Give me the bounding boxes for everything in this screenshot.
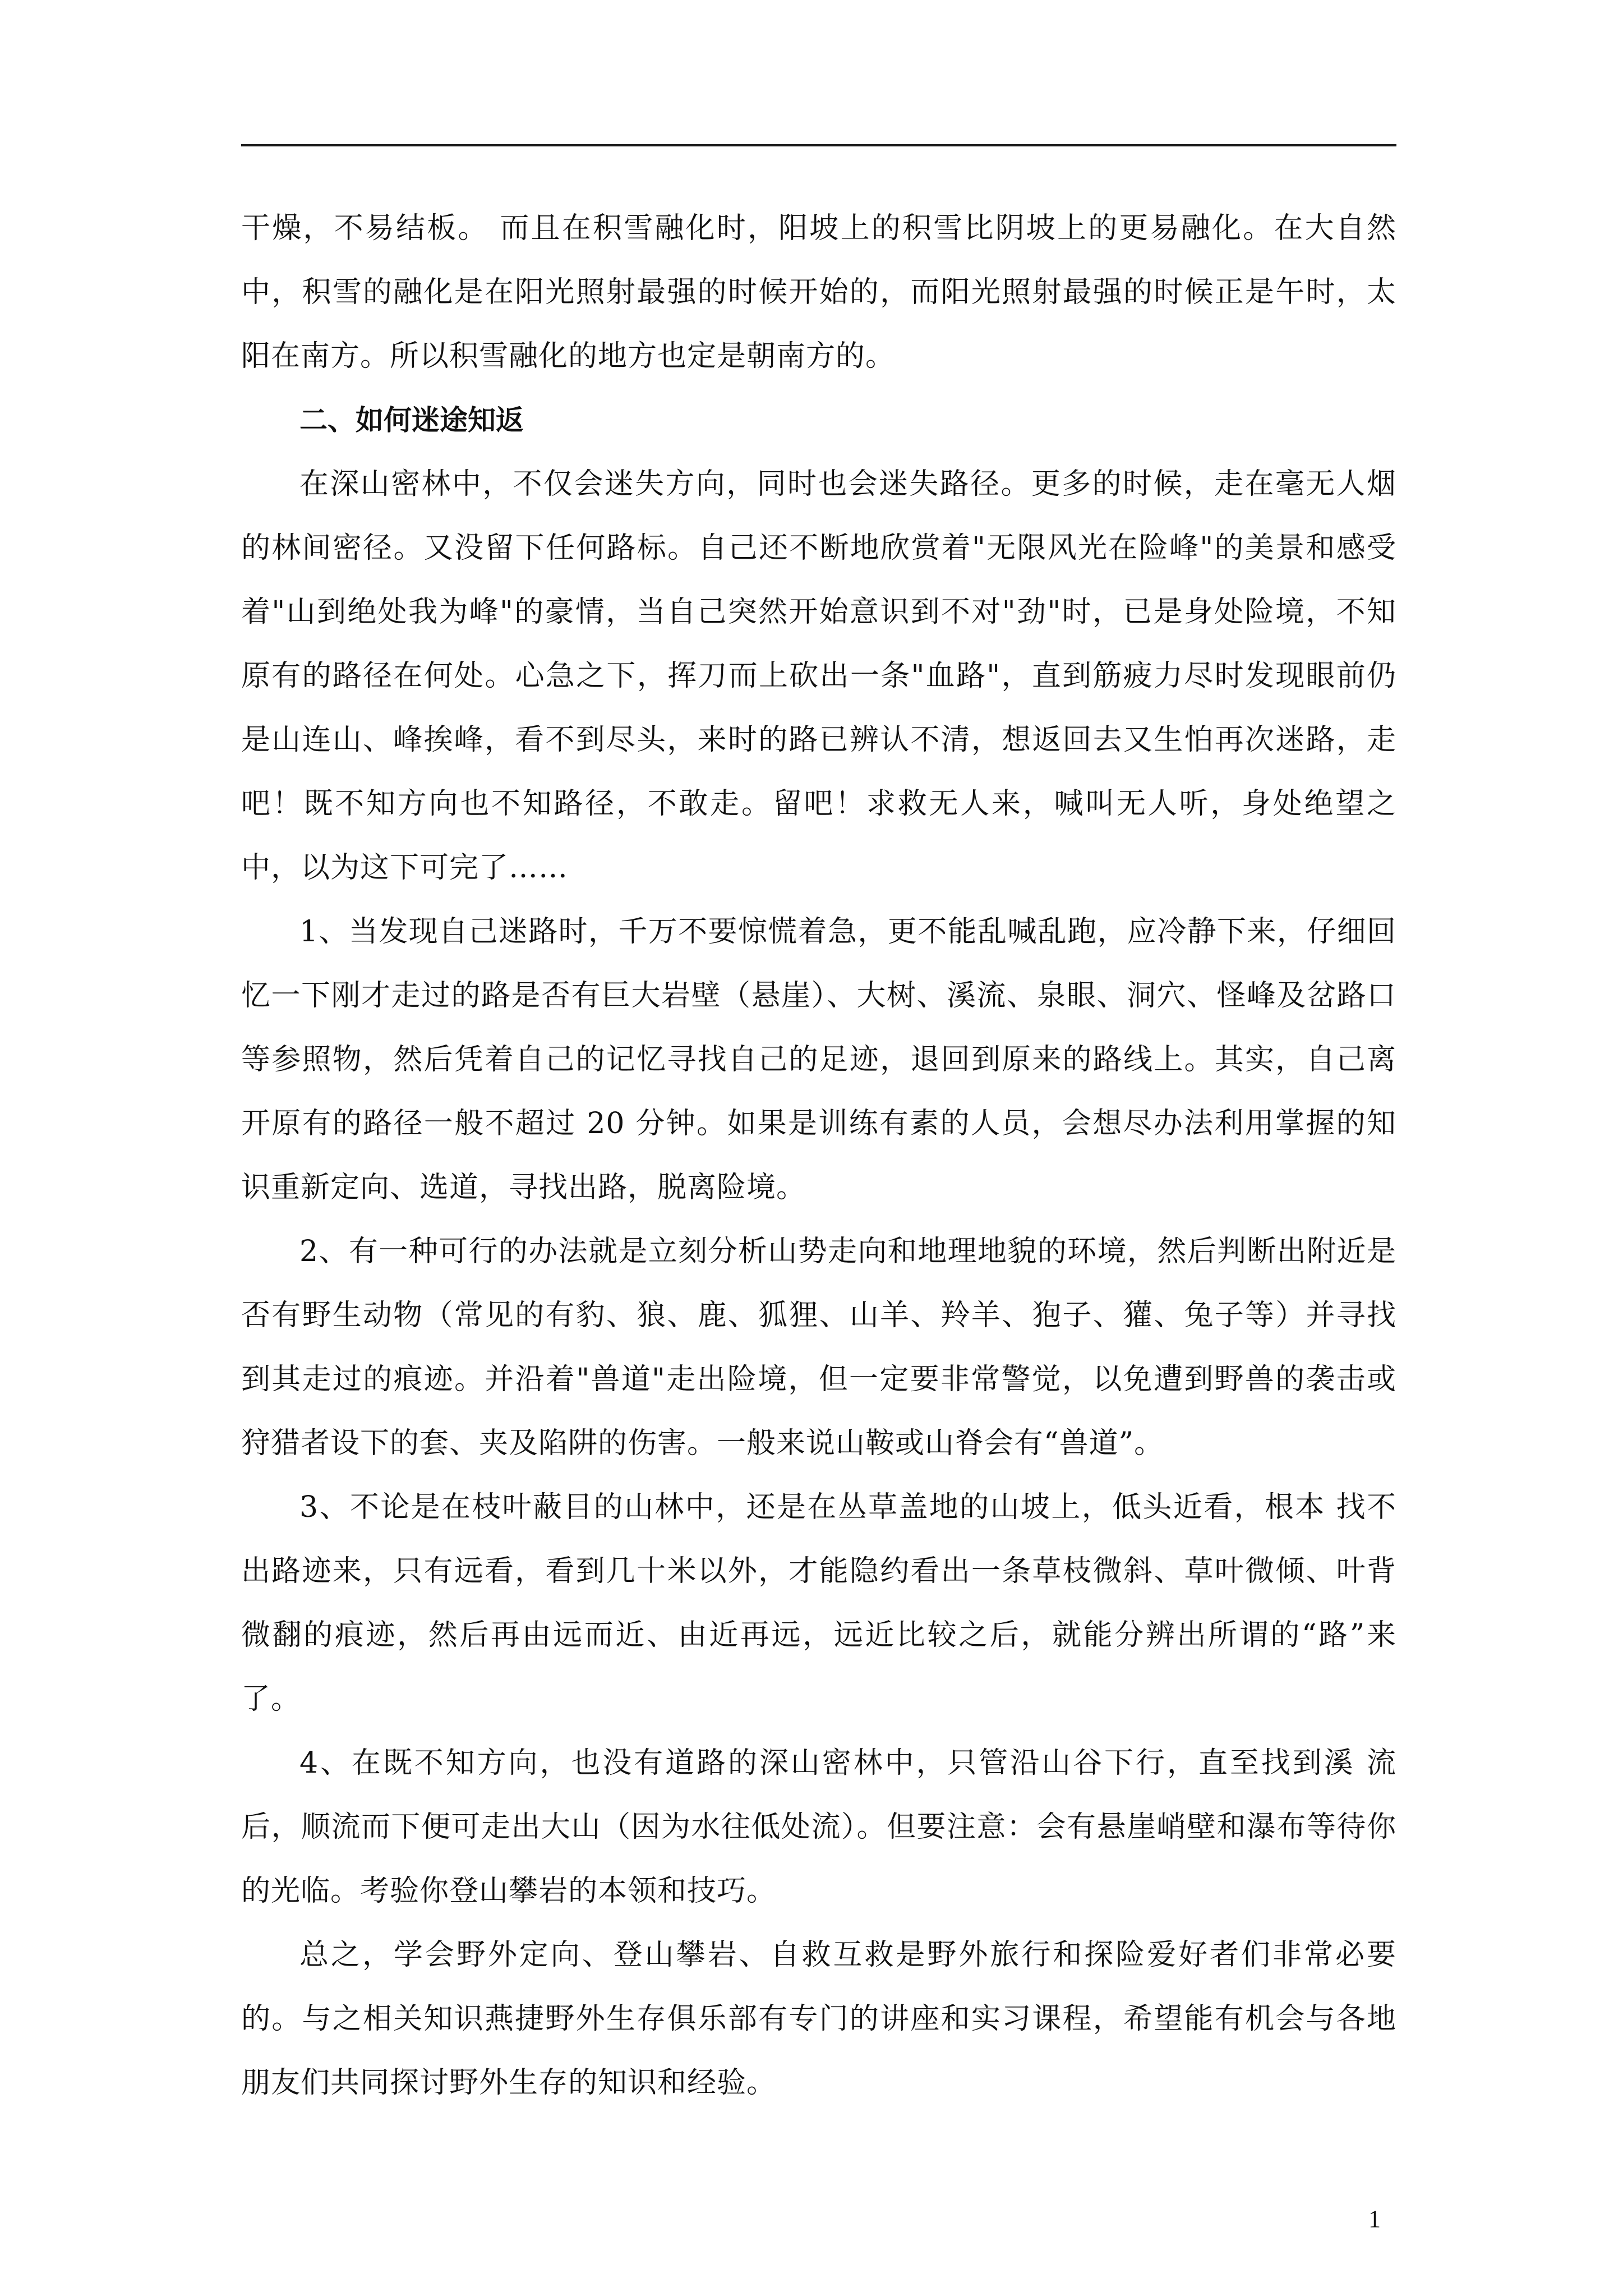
header-rule: [241, 144, 1396, 146]
document-body: [241, 196, 1396, 2115]
paragraph-tip-1: 1、当发现自己迷路时，千万不要惊慌着急，更不能乱喊乱跑，应冷静下来，仔细回忆一下刚才走过的路是否有巨大岩壁（悬崖）、大树、溪流、泉眼、洞穴、怪峰及岔路口等参照物，然后凭着自己的记忆寻找自己的足迹，退回到原来的路线上。其实，自己离开原有的路径一般不超过 20 分钟。如果是训练有素的人员，会想尽办法利用掌握的知识重新定向、选道，寻找出路，脱离险境。: [241, 915, 1396, 1204]
paragraph-tip-4: 4、在既不知方向，也没有道路的深山密林中，只管沿山谷下行，直至找到溪 流后，顺流而下便可走出大山（因为水往低处流）。但要注意：会有悬崖峭壁和瀑布等待你的光临。考验你登山攀岩的本领和技巧。: [241, 1746, 1396, 1908]
section-heading: 二、如何迷途知返: [299, 404, 524, 436]
paragraph-continued: 干燥，不易结板。 而且在积雪融化时，阳坡上的积雪比阴坡上的更易融化。在大自然中，积雪的融化是在阳光照射最强的时候开始的，而阳光照射最强的时候正是午时，太阳在南方。所以积雪融化的地方也定是朝南方的。: [241, 211, 1396, 373]
paragraph-summary: 总之，学会野外定向、登山攀岩、自救互救是野外旅行和探险爱好者们非常必要的。与之相关知识燕捷野外生存俱乐部有专门的讲座和实习课程，希望能有机会与各地朋友们共同探讨野外生存的知识和经验。: [241, 1938, 1396, 2100]
paragraph-tip-3: 3、不论是在枝叶蔽目的山林中，还是在丛草盖地的山坡上，低头近看，根本 找不出路迹来，只有远看，看到几十米以外，才能隐约看出一条草枝微斜、草叶微倾、叶背微翻的痕迹，然后再由远而近、由近再远，远近比较之后，就能分辨出所谓的“路”来了。: [241, 1490, 1396, 1716]
page-number: 1: [1368, 2205, 1381, 2233]
paragraph-tip-2: 2、有一种可行的办法就是立刻分析山势走向和地理地貌的环境，然后判断出附近是否有野生动物（常见的有豹、狼、鹿、狐狸、山羊、羚羊、狍子、獾、兔子等）并寻找到其走过的痕迹。并沿着"兽道"走出险境，但一定要非常警觉，以免遭到野兽的袭击或狩猎者设下的套、夹及陷阱的伤害。一般来说山鞍或山脊会有“兽道”。: [241, 1235, 1396, 1460]
paragraph-intro: 在深山密林中，不仅会迷失方向，同时也会迷失路径。更多的时候，走在毫无人烟的林间密径。又没留下任何路标。自己还不断地欣赏着"无限风光在险峰"的美景和感受着"山到绝处我为峰"的豪情，当自己突然开始意识到不对"劲"时，已是身处险境，不知原有的路径在何处。心急之下，挥刀而上砍出一条"血路"，直到筋疲力尽时发现眼前仍是山连山、峰挨峰，看不到尽头，来时的路已辨认不清，想返回去又生怕再次迷路，走吧！既不知方向也不知路径，不敢走。留吧！求救无人来，喊叫无人听，身处绝望之中，以为这下可完了……: [241, 467, 1396, 885]
